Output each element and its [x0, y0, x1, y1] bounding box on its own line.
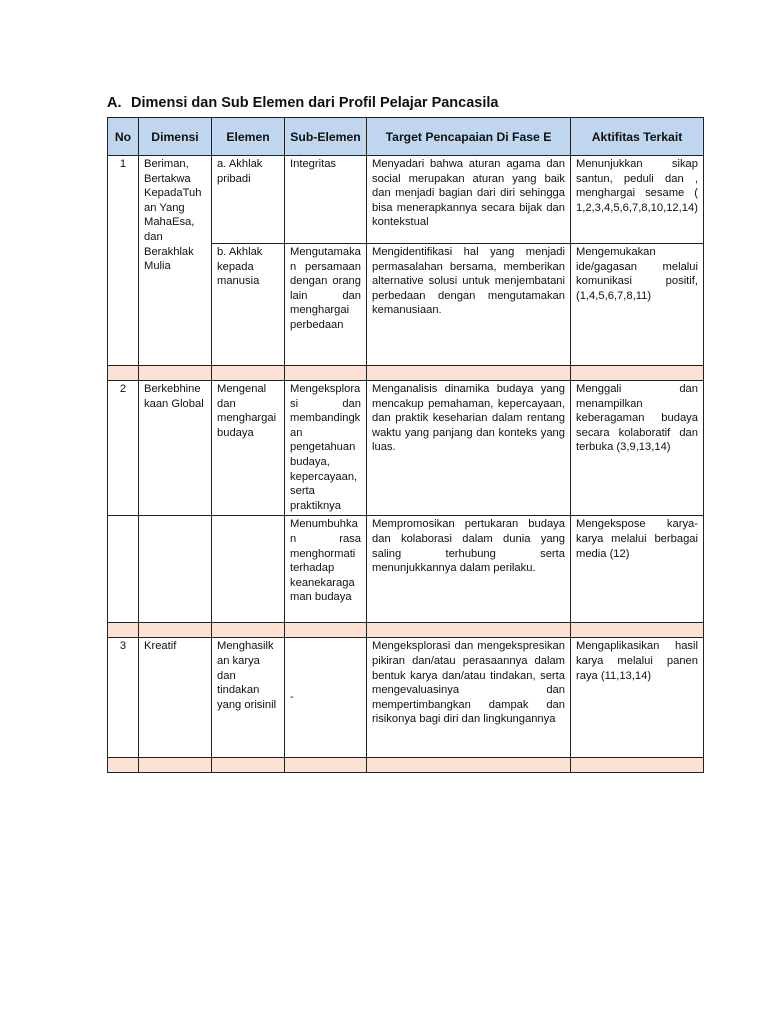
header-no: No	[108, 118, 139, 156]
cell-dimensi: Beriman, Bertakwa KepadaTuhan Yang MahaEsa, dan Berakhlak Mulia	[139, 156, 212, 366]
table-row	[108, 638, 704, 758]
separator-row	[108, 366, 704, 381]
heading-title: Dimensi dan Sub Elemen dari Profil Pelajar Pancasila	[131, 95, 499, 111]
cell-elemen: b. Akhlak kepada manusia	[212, 244, 285, 366]
cell-dimensi: Kreatif	[139, 638, 212, 758]
cell-target: Mempromosikan pertukaran budaya dan kolaborasi dalam dunia yang saling terhubung serta menunjukkannya dalam perilaku.	[367, 516, 571, 623]
table-row	[108, 381, 704, 516]
cell-sub-elemen: Mengutamakan persamaan dengan orang lain dan menghargai perbedaan	[285, 244, 367, 366]
header-elemen: Elemen	[212, 118, 285, 156]
heading-number: A.	[107, 95, 122, 111]
cell-no: 1	[108, 156, 139, 366]
cell-no: 3	[108, 638, 139, 758]
header-target: Target Pencapaian Di Fase E	[367, 118, 571, 156]
cell-aktifitas: Mengemukakan ide/gagasan melalui komunikasi positif, (1,4,5,6,7,8,11)	[571, 244, 704, 366]
page-title	[107, 95, 498, 111]
table-header-row	[108, 118, 704, 156]
header-sub-elemen: Sub-Elemen	[285, 118, 367, 156]
header-aktifitas: Aktifitas Terkait	[571, 118, 704, 156]
cell-target: Menyadari bahwa aturan agama dan social merupakan aturan yang baik dan menjadi bagian dari diri sehingga bisa menerapkannya secara bijak dan kontekstual	[367, 156, 571, 244]
profil-pelajar-table	[107, 117, 704, 773]
cell-elemen: Mengenal dan menghargai budaya	[212, 381, 285, 516]
cell-sub-elemen: Mengeksplorasi dan membandingkan pengetahuan budaya, kepercayaan, serta praktiknya	[285, 381, 367, 516]
header-dimensi: Dimensi	[139, 118, 212, 156]
table-row	[108, 516, 704, 623]
cell-elemen: a. Akhlak pribadi	[212, 156, 285, 244]
cell-sub-elemen: Integritas	[285, 156, 367, 244]
cell-target: Mengidentifikasi hal yang menjadi permasalahan bersama, memberikan alternative solusi untuk menjembatani perbedaan dengan mengutamakan kemanusiaan.	[367, 244, 571, 366]
cell-target: Mengeksplorasi dan mengekspresikan pikiran dan/atau perasaannya dalam bentuk karya dan/atau tindakan, serta mengevaluasinya dan mempertimbangkan dampak dan risikonya bagi diri dan lingkungannya	[367, 638, 571, 758]
separator-row	[108, 758, 704, 773]
cell-aktifitas: Mengaplikasikan hasil karya melalui panen raya (11,13,14)	[571, 638, 704, 758]
cell-aktifitas: Mengekspose karya-karya melalui berbagai media (12)	[571, 516, 704, 623]
table-row	[108, 156, 704, 244]
cell-aktifitas: Menunjukkan sikap santun, peduli dan , menghargai sesame ( 1,2,3,4,5,6,7,8,10,12,14)	[571, 156, 704, 244]
cell-no: 2	[108, 381, 139, 516]
cell-aktifitas: Menggali dan menampilkan keberagaman budaya secara kolaboratif dan terbuka (3,9,13,14)	[571, 381, 704, 516]
cell-sub-elemen: Menumbuhkan rasa menghormati terhadap keanekaragaman budaya	[285, 516, 367, 623]
cell-dimensi: Berkebhinekaan Global	[139, 381, 212, 516]
cell-sub-elemen: -	[285, 638, 367, 758]
separator-row	[108, 623, 704, 638]
cell-target: Menganalisis dinamika budaya yang mencakup pemahaman, kepercayaan, dan praktik keseharian dalam rentang waktu yang panjang dan konteks yang luas.	[367, 381, 571, 516]
cell-elemen: Menghasilkan karya dan tindakan yang orisinil	[212, 638, 285, 758]
